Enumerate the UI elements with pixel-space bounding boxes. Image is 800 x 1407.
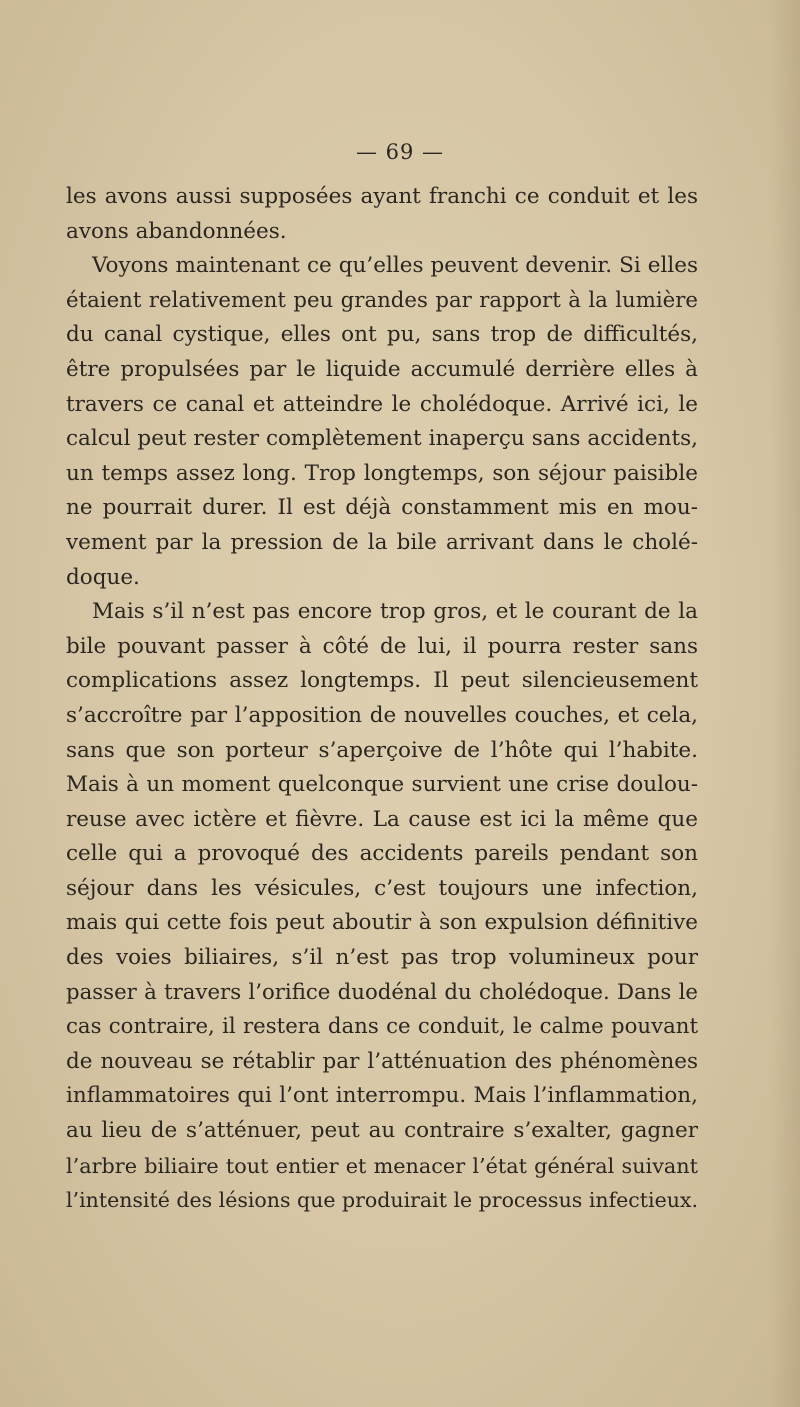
text-line: complications assez longtemps. Il peut silencieusement <box>66 668 698 694</box>
text-line: ne pourrait durer. Il est déjà constamment mis en mou- <box>66 495 698 521</box>
text-line: de nouveau se rétablir par l’atténuation des phénomènes <box>66 1048 698 1074</box>
text-line: au lieu de s’atténuer, peut au contraire s’exalter, gagner <box>66 1118 698 1144</box>
text-line: celle qui a provoqué des accidents pareils pendant son <box>66 841 698 867</box>
text-line: calcul peut rester complètement inaperçu sans accidents, <box>66 426 698 452</box>
text-line: reuse avec ictère et fièvre. La cause est ici la même que <box>66 806 698 832</box>
text-line: s’accroître par l’apposition de nouvelles couches, et cela, <box>66 702 698 728</box>
page-edge-shadow <box>770 0 800 1407</box>
text-line: avons abandonnées. <box>66 218 287 244</box>
body-text <box>66 180 698 1218</box>
text-line: l’arbre biliaire tout entier et menacer l’état général suivant <box>66 1153 698 1178</box>
text-line: Mais à un moment quelconque survient une crise doulou- <box>66 772 698 798</box>
text-line: un temps assez long. Trop longtemps, son séjour paisible <box>66 460 698 486</box>
text-line: inflammatoires qui l’ont interrompu. Mais l’inflammation, <box>66 1083 698 1109</box>
text-line: séjour dans les vésicules, c’est toujours une infection, <box>66 875 698 901</box>
text-line: des voies biliaires, s’il n’est pas trop volumineux pour <box>66 945 698 971</box>
text-line: étaient relativement peu grandes par rapport à la lumière <box>66 287 698 313</box>
page-number: — 69 — <box>355 140 445 164</box>
text-line: vement par la pression de la bile arrivant dans le cholé- <box>66 529 698 555</box>
text-line: être propulsées par le liquide accumulé derrière elles à <box>66 356 698 382</box>
text-line: passer à travers l’orifice duodénal du cholédoque. Dans le <box>66 979 698 1005</box>
text-line: doque. <box>66 564 140 590</box>
text-line: travers ce canal et atteindre le cholédoque. Arrivé ici, le <box>66 391 698 417</box>
text-line: du canal cystique, elles ont pu, sans trop de difficultés, <box>66 322 698 348</box>
text-line: cas contraire, il restera dans ce conduit, le calme pouvant <box>66 1014 698 1040</box>
text-line: mais qui cette fois peut aboutir à son expulsion définitive <box>66 910 698 936</box>
text-line: les avons aussi supposées ayant franchi ce conduit et les <box>66 184 698 209</box>
text-line: sans que son porteur s’aperçoive de l’hôte qui l’habite. <box>66 737 698 763</box>
text-line: Voyons maintenant ce qu’elles peuvent devenir. Si elles <box>92 253 698 279</box>
text-line: bile pouvant passer à côté de lui, il pourra rester sans <box>66 633 698 659</box>
text-line: l’intensité des lésions que produirait le processus infectieux. <box>66 1188 698 1213</box>
text-line: Mais s’il n’est pas encore trop gros, et le courant de la <box>92 599 698 625</box>
